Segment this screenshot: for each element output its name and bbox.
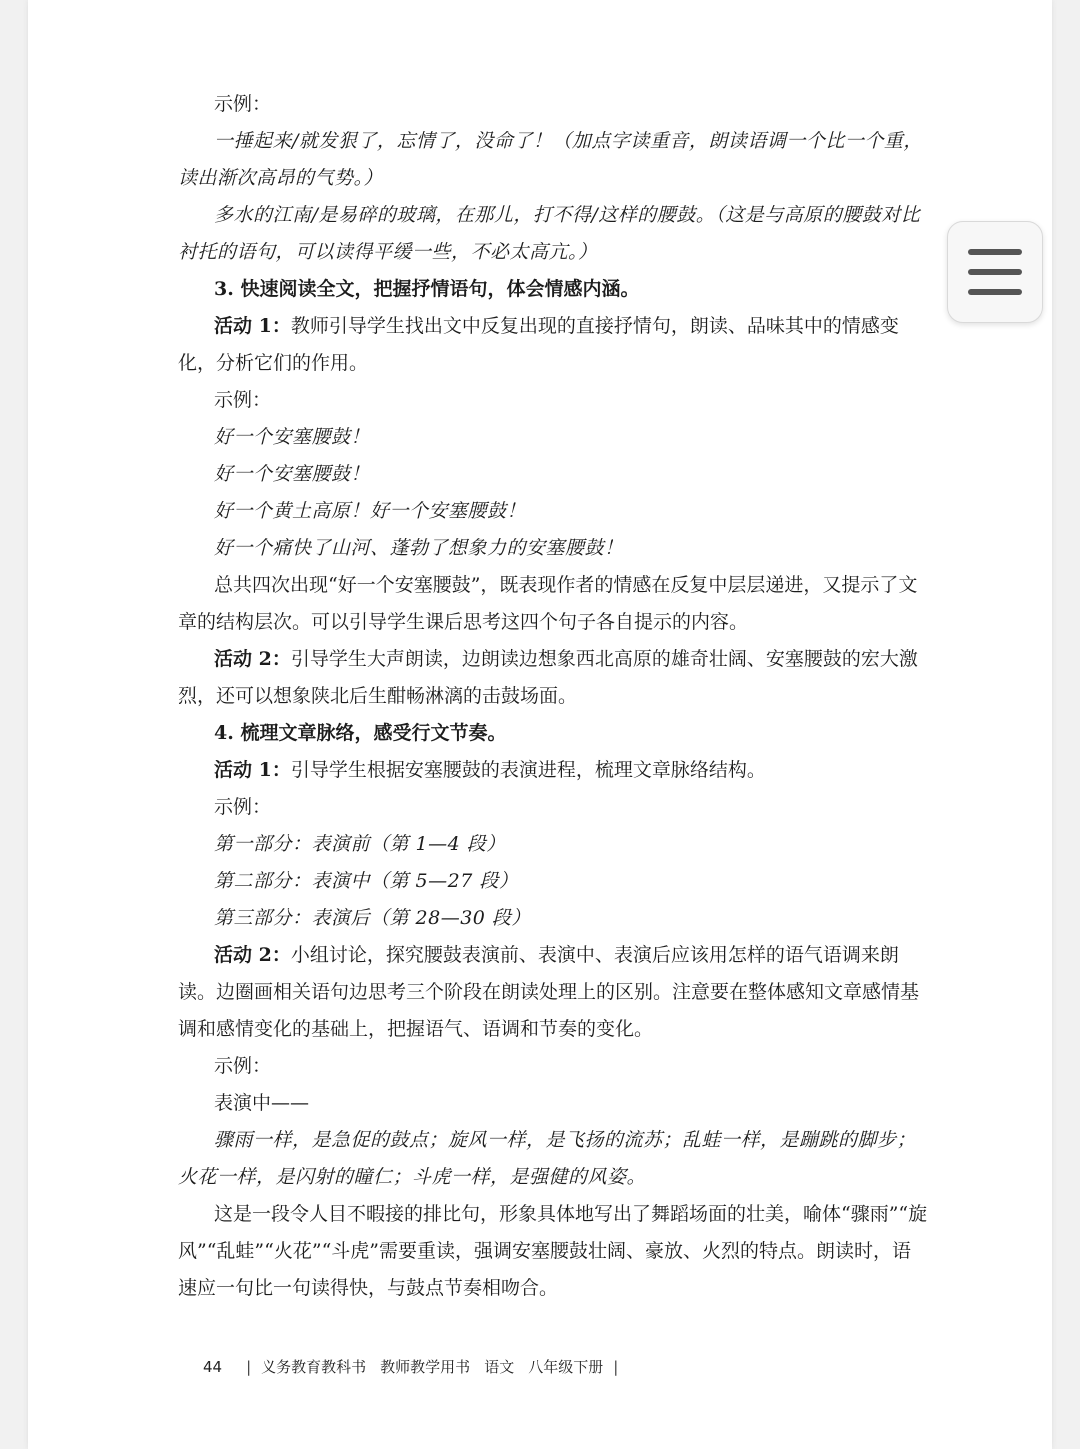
paragraph: 多水的江南/是易碎的玻璃，在那儿，打不得/这样的腰鼓。（这是与高原的腰鼓对比衬托的语句，可以读得平缓一些，不必太高亢。） [178,204,921,263]
paragraph: 一捶起来/就发狠了，忘情了，没命了！（加点字读重音，朗读语调一个比一个重，读出渐次高昂的气势。） [178,130,923,189]
activity-paragraph [178,752,928,789]
activity-paragraph [178,641,928,715]
sample-line: 第二部分：表演中（第 5—27 段） [214,870,519,892]
sample-block: 骤雨一样，是急促的鼓点；旋风一样，是飞扬的流苏；乱蛙一样，是蹦跳的脚步；火花一样，是闪射的瞳仁；斗虎一样，是强健的风姿。 [178,1129,917,1188]
section-heading: 4. 梳理文章脉络，感受行文节奏。 [214,722,507,744]
activity-label: 活动 1： [214,759,291,781]
sample-line: 第三部分：表演后（第 28—30 段） [214,907,531,929]
document-page [28,0,1052,1449]
footer-subject: 语文 [484,1358,515,1376]
paragraph: 示例： [214,796,272,818]
sample-line: 好一个安塞腰鼓！ [214,463,371,485]
paragraph: 示例： [214,93,272,115]
activity-paragraph [178,308,928,382]
sample-line: 好一个安塞腰鼓！ [214,426,371,448]
sample-line: 好一个痛快了山河、蓬勃了想象力的安塞腰鼓！ [214,537,624,559]
sample-line: 好一个黄土高原！好一个安塞腰鼓！ [214,500,527,522]
paragraph: 这是一段令人目不暇接的排比句，形象具体地写出了舞蹈场面的壮美，喻体“骤雨”“旋风”“乱蛙”“火花”“斗虎”需要重读，强调安塞腰鼓壮阔、豪放、火烈的特点。朗读时，语速应一句比一句读得快，与鼓点节奏相吻合。 [178,1203,928,1299]
footer-divider: | [246,1358,252,1376]
paragraph: 总共四次出现“好一个安塞腰鼓”，既表现作者的情感在反复中层层递进，又提示了文章的结构层次。可以引导学生课后思考这四个句子各自提示的内容。 [178,574,918,633]
activity-text: 小组讨论，探究腰鼓表演前、表演中、表演后应该用怎样的语气语调来朗读。边圈画相关语句边思考三个阶段在朗读处理上的区别。注意要在整体感知文章感情基调和感情变化的基础上，把握语气、语调和节奏的变化。 [178,944,920,1040]
footer-divider: | [613,1358,619,1376]
sample-line: 第一部分：表演前（第 1—4 段） [214,833,506,855]
section-heading: 3. 快速阅读全文，把握抒情语句，体会情感内涵。 [214,278,640,300]
activity-text: 教师引导学生找出文中反复出现的直接抒情句，朗读、品味其中的情感变化，分析它们的作用。 [178,315,899,374]
activity-text: 引导学生根据安塞腰鼓的表演进程，梳理文章脉络结构。 [290,759,766,781]
paragraph: 示例： [214,389,272,411]
paragraph: 表演中—— [214,1092,310,1114]
footer-grade: 八年级下册 [528,1358,604,1376]
activity-label: 活动 1： [214,315,291,337]
menu-button[interactable] [947,221,1043,323]
page-number: 44 [203,1358,223,1376]
hamburger-menu-icon [968,249,1022,295]
activity-text: 引导学生大声朗读，边朗读边想象西北高原的雄奇壮阔、安塞腰鼓的宏大激烈，还可以想象陕北后生酣畅淋漓的击鼓场面。 [178,648,918,707]
page-footer [203,1356,628,1377]
activity-label: 活动 2： [214,944,291,966]
activity-paragraph [178,937,928,1048]
activity-label: 活动 2： [214,648,291,670]
footer-book: 义务教育教科书 [261,1358,367,1376]
footer-type: 教师教学用书 [380,1358,471,1376]
page-content [178,86,928,1307]
paragraph: 示例： [214,1055,272,1077]
